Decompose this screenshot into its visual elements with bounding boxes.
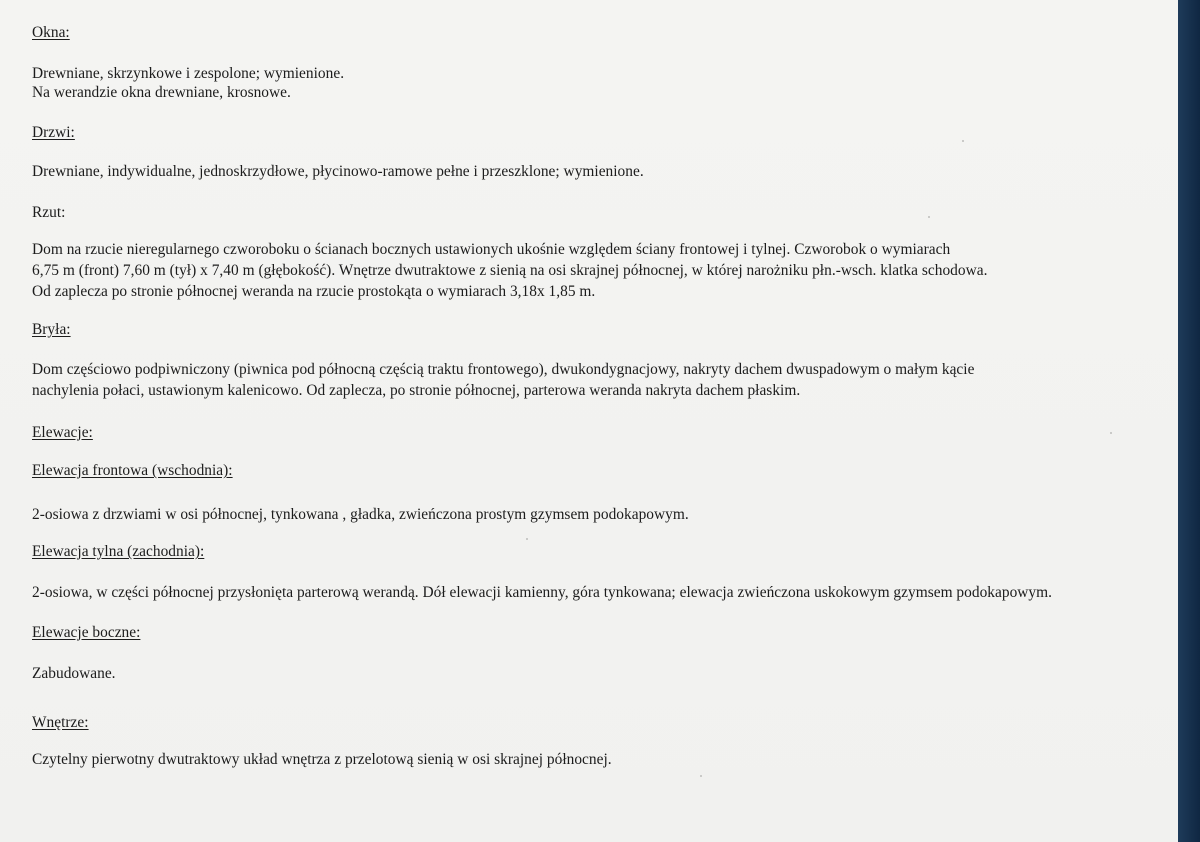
paper-speck xyxy=(962,140,964,142)
heading-rzut: Rzut: xyxy=(32,204,66,221)
okna-text-line-2: Na werandzie okna drewniane, krosnowe. xyxy=(32,84,291,101)
heading-elewacja-frontowa: Elewacja frontowa (wschodnia): xyxy=(32,462,233,479)
rzut-text-line-1: Dom na rzucie nieregularnego czworoboku o ścianach bocznych ustawionych ukośnie względem ściany frontowej i tylnej. Czworobok o wymiarach xyxy=(32,241,951,258)
heading-bryla: Bryła: xyxy=(32,321,71,338)
elewacja-frontowa-text: 2-osiowa z drzwiami w osi północnej, tynkowana , gładka, zwieńczona prostym gzymsem podokapowym. xyxy=(32,506,689,523)
bryla-text-line-1: Dom częściowo podpiwniczony (piwnica pod północną częścią traktu frontowego), dwukondygnacjowy, nakryty dachem dwuspadowym o małym kącie xyxy=(32,361,975,378)
paper-speck xyxy=(526,538,528,540)
heading-okna: Okna: xyxy=(32,24,70,41)
bryla-text-line-2: nachylenia połaci, ustawionym kalenicowo. Od zaplecza, po stronie północnej, parterowa weranda nakryta dachem płaskim. xyxy=(32,382,801,399)
okna-text-line-1: Drewniane, skrzynkowe i zespolone; wymienione. xyxy=(32,65,345,82)
heading-drzwi: Drzwi: xyxy=(32,124,75,141)
heading-elewacje-boczne: Elewacje boczne: xyxy=(32,624,141,641)
rzut-text-line-2: 6,75 m (front) 7,60 m (tył) x 7,40 m (głębokość). Wnętrze dwutraktowe z sienią na osi skrajnej północnej, w której narożniku płn.-wsch. klatka schodowa. xyxy=(32,262,988,279)
paper-speck xyxy=(928,216,930,218)
rzut-text-line-3: Od zaplecza po stronie północnej weranda na rzucie prostokąta o wymiarach 3,18x 1,85 m. xyxy=(32,283,596,300)
scan-edge-border xyxy=(1178,0,1200,842)
drzwi-text-line-1: Drewniane, indywidualne, jednoskrzydłowe, płycinowo-ramowe pełne i przeszklone; wymienione. xyxy=(32,163,644,180)
elewacje-boczne-text: Zabudowane. xyxy=(32,665,116,682)
paper-speck xyxy=(1110,432,1112,434)
heading-elewacje: Elewacje: xyxy=(32,424,93,441)
elewacja-tylna-text: 2-osiowa, w części północnej przysłonięta parterową werandą. Dół elewacji kamienny, góra tynkowana; elewacja zwieńczona uskokowym gzymsem podokapowym. xyxy=(32,584,1052,601)
heading-elewacja-tylna: Elewacja tylna (zachodnia): xyxy=(32,543,205,560)
wnetrze-text: Czytelny pierwotny dwutraktowy układ wnętrza z przelotową sienią w osi skrajnej północnej. xyxy=(32,751,612,768)
paper-speck xyxy=(700,775,702,777)
heading-wnetrze: Wnętrze: xyxy=(32,714,89,731)
